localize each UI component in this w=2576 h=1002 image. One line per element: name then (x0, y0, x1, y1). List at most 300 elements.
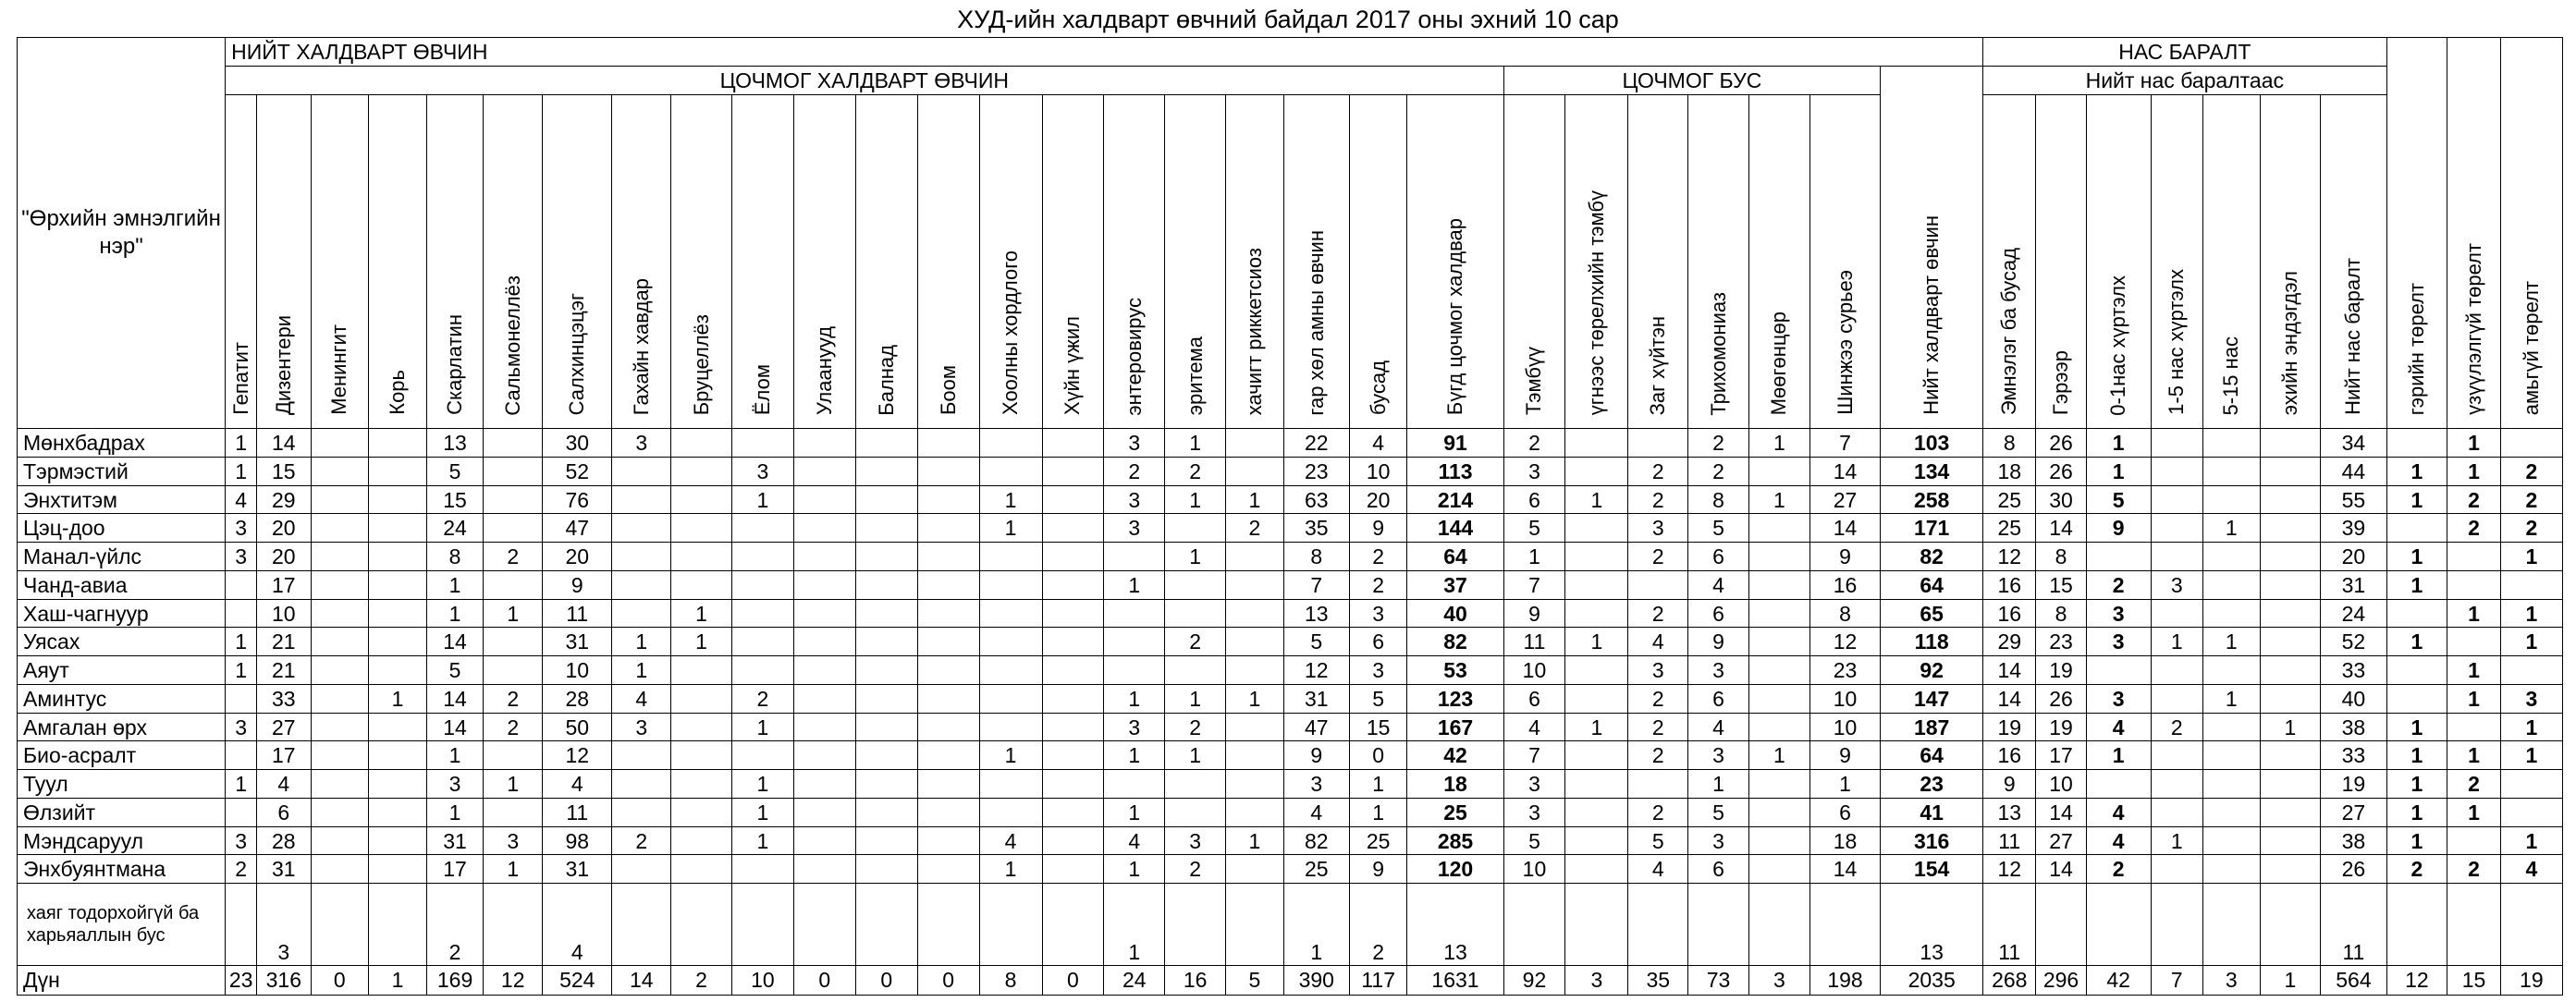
cell-c15: 1 (1104, 855, 1165, 884)
header-blank-1: гэрийн төрелт (2386, 38, 2447, 429)
header-corner: "Өрхийн эмнэлгийн нэр" (18, 38, 226, 429)
cell-c29: 17 (2036, 741, 2086, 770)
cell-c3 (369, 570, 427, 599)
row-name: Уясах (18, 628, 226, 656)
cell-c11 (855, 798, 917, 826)
cell-c19: 117 (1349, 965, 1407, 995)
cell-c21: 3 (1503, 770, 1565, 799)
cell-c13: 8 (979, 965, 1042, 995)
cell-c1: 27 (257, 713, 311, 741)
cell-c33 (2260, 656, 2321, 685)
cell-c16 (1165, 570, 1226, 599)
cell-c31: 7 (2151, 965, 2202, 995)
cell-c24 (1688, 884, 1749, 966)
cell-c1: 21 (257, 628, 311, 656)
cell-c27: 64 (1881, 741, 1983, 770)
cell-c23: 4 (1628, 855, 1688, 884)
cell-c18: 390 (1283, 965, 1349, 995)
header-of-total-deaths: Нийт нас баралтаас (1983, 66, 2386, 94)
cell-c22 (1565, 884, 1628, 966)
cell-c15 (1104, 656, 1165, 685)
cell-c8 (671, 684, 732, 713)
cell-c31: 3 (2151, 570, 2202, 599)
cell-c22 (1565, 798, 1628, 826)
cell-c2 (311, 798, 369, 826)
col-header-9: Ёлом (731, 94, 793, 429)
cell-c4: 13 (426, 429, 484, 458)
cell-c6: 9 (543, 570, 612, 599)
cell-c3 (369, 429, 427, 458)
cell-c32: 3 (2202, 965, 2260, 995)
cell-c20: 40 (1407, 599, 1503, 628)
cell-c15: 3 (1104, 429, 1165, 458)
cell-c14 (1042, 713, 1104, 741)
cell-c9: 1 (731, 485, 793, 514)
cell-c17 (1226, 741, 1284, 770)
cell-c27: 147 (1881, 684, 1983, 713)
cell-c23: 5 (1628, 826, 1688, 855)
cell-c20: 120 (1407, 855, 1503, 884)
cell-c30 (2086, 543, 2151, 571)
cell-c15: 1 (1104, 798, 1165, 826)
cell-c24: 6 (1688, 684, 1749, 713)
cell-c5 (484, 656, 543, 685)
cell-c11 (855, 741, 917, 770)
cell-c4: 1 (426, 570, 484, 599)
cell-c10 (793, 741, 855, 770)
table-row (18, 599, 2563, 628)
cell-c22: 3 (1565, 965, 1628, 995)
cell-c12 (917, 485, 979, 514)
cell-c22 (1565, 770, 1628, 799)
cell-c20: 113 (1407, 457, 1503, 485)
cell-c28: 12 (1983, 855, 2036, 884)
cell-c19: 4 (1349, 429, 1407, 458)
cell-c28: 12 (1983, 543, 2036, 571)
cell-c15: 1 (1104, 570, 1165, 599)
cell-c24: 4 (1688, 713, 1749, 741)
cell-c0: 23 (226, 965, 257, 995)
cell-c5 (484, 884, 543, 966)
cell-c8: 1 (671, 599, 732, 628)
cell-c27: 2035 (1881, 965, 1983, 995)
cell-c4: 14 (426, 628, 484, 656)
cell-c11 (855, 656, 917, 685)
cell-c36: 1 (2447, 798, 2500, 826)
cell-c21: 4 (1503, 713, 1565, 741)
cell-c10 (793, 457, 855, 485)
cell-c26: 9 (1809, 543, 1880, 571)
cell-c37: 1 (2500, 628, 2562, 656)
cell-c29: 296 (2036, 965, 2086, 995)
cell-c29: 26 (2036, 429, 2086, 458)
cell-c37: 2 (2500, 457, 2562, 485)
cell-c11 (855, 599, 917, 628)
cell-c31 (2151, 457, 2202, 485)
cell-c3 (369, 514, 427, 543)
cell-c24: 3 (1688, 656, 1749, 685)
cell-c27: 171 (1881, 514, 1983, 543)
cell-c14 (1042, 656, 1104, 685)
cell-c13 (979, 798, 1042, 826)
cell-c18: 22 (1283, 429, 1349, 458)
cell-c5 (484, 741, 543, 770)
cell-c12 (917, 570, 979, 599)
row-name: Био-асралт (18, 741, 226, 770)
cell-c7: 1 (612, 628, 671, 656)
cell-c1: 3 (257, 884, 311, 966)
cell-c23: 2 (1628, 713, 1688, 741)
col-header-31: 1-5 нас хүртэлх (2151, 94, 2202, 429)
cell-c10 (793, 628, 855, 656)
cell-c36: 2 (2447, 485, 2500, 514)
col-header-30: 0-1нас хүртэлх (2086, 94, 2151, 429)
cell-c27: 103 (1881, 429, 1983, 458)
cell-c21: 11 (1503, 628, 1565, 656)
cell-c37: 4 (2500, 855, 2562, 884)
table-row (18, 514, 2563, 543)
col-header-20: Бүгд цочмог халдвар (1407, 94, 1503, 429)
cell-c28: 29 (1983, 628, 2036, 656)
cell-c8 (671, 514, 732, 543)
cell-c29 (2036, 884, 2086, 966)
cell-c17: 2 (1226, 514, 1284, 543)
cell-c28: 11 (1983, 884, 2036, 966)
cell-c37: 1 (2500, 713, 2562, 741)
cell-c1: 15 (257, 457, 311, 485)
cell-c34: 33 (2321, 656, 2386, 685)
cell-c18: 63 (1283, 485, 1349, 514)
cell-c35: 1 (2386, 713, 2447, 741)
cell-c19: 1 (1349, 798, 1407, 826)
col-header-34: Нийт нас баралт (2321, 94, 2386, 429)
cell-c32 (2202, 485, 2260, 514)
cell-c4: 1 (426, 599, 484, 628)
cell-c17 (1226, 628, 1284, 656)
table-row (18, 485, 2563, 514)
cell-c30: 4 (2086, 826, 2151, 855)
table-row (18, 684, 2563, 713)
cell-c37 (2500, 429, 2562, 458)
cell-c24: 4 (1688, 570, 1749, 599)
cell-c28: 18 (1983, 457, 2036, 485)
cell-c10: 0 (793, 965, 855, 995)
cell-c26: 16 (1809, 570, 1880, 599)
cell-c37: 2 (2500, 514, 2562, 543)
cell-c2 (311, 770, 369, 799)
cell-c35 (2386, 429, 2447, 458)
cell-c13 (979, 457, 1042, 485)
cell-c16 (1165, 770, 1226, 799)
cell-c26: 8 (1809, 599, 1880, 628)
cell-c12 (917, 741, 979, 770)
cell-c32 (2202, 884, 2260, 966)
cell-c32 (2202, 656, 2260, 685)
cell-c27: 134 (1881, 457, 1983, 485)
cell-c1: 4 (257, 770, 311, 799)
header-row-1 (18, 38, 2563, 67)
cell-c12 (917, 599, 979, 628)
cell-c25 (1748, 656, 1809, 685)
cell-c37 (2500, 798, 2562, 826)
cell-c25 (1748, 713, 1809, 741)
cell-c20: 64 (1407, 543, 1503, 571)
table-row (18, 628, 2563, 656)
cell-c7 (612, 514, 671, 543)
cell-c32 (2202, 570, 2260, 599)
cell-c6: 30 (543, 429, 612, 458)
cell-c25: 1 (1748, 485, 1809, 514)
col-header-1: Дизентери (257, 94, 311, 429)
cell-c35 (2386, 514, 2447, 543)
cell-c0: 1 (226, 429, 257, 458)
cell-c36 (2447, 884, 2500, 966)
cell-c19: 3 (1349, 656, 1407, 685)
cell-c16: 1 (1165, 741, 1226, 770)
cell-c21: 6 (1503, 485, 1565, 514)
cell-c0 (226, 599, 257, 628)
note-row (18, 884, 2563, 966)
cell-c18: 47 (1283, 713, 1349, 741)
cell-c24: 3 (1688, 741, 1749, 770)
cell-c24: 9 (1688, 628, 1749, 656)
cell-c17 (1226, 770, 1284, 799)
cell-c18: 13 (1283, 599, 1349, 628)
cell-c12 (917, 684, 979, 713)
cell-c8 (671, 798, 732, 826)
cell-c10 (793, 826, 855, 855)
cell-c12 (917, 798, 979, 826)
row-name: Хаш-чагнуур (18, 599, 226, 628)
cell-c27: 154 (1881, 855, 1983, 884)
cell-c15: 1 (1104, 684, 1165, 713)
cell-c33 (2260, 457, 2321, 485)
cell-c5 (484, 628, 543, 656)
cell-c11: 0 (855, 965, 917, 995)
col-header-25: Мөөгөнцөр (1748, 94, 1809, 429)
cell-c31 (2151, 798, 2202, 826)
total-label: Дүн (18, 965, 226, 995)
cell-c37: 1 (2500, 599, 2562, 628)
cell-c36: 1 (2447, 741, 2500, 770)
cell-c15: 1 (1104, 884, 1165, 966)
cell-c11 (855, 770, 917, 799)
cell-c36: 2 (2447, 855, 2500, 884)
cell-c8 (671, 713, 732, 741)
cell-c17: 1 (1226, 485, 1284, 514)
cell-c16 (1165, 599, 1226, 628)
cell-c29: 8 (2036, 543, 2086, 571)
cell-c24: 8 (1688, 485, 1749, 514)
cell-c4: 2 (426, 884, 484, 966)
cell-c22 (1565, 826, 1628, 855)
cell-c35: 1 (2386, 741, 2447, 770)
cell-c2 (311, 826, 369, 855)
cell-c17 (1226, 457, 1284, 485)
cell-c24: 6 (1688, 855, 1749, 884)
cell-c7 (612, 770, 671, 799)
cell-c22 (1565, 543, 1628, 571)
cell-c28: 8 (1983, 429, 2036, 458)
cell-c9 (731, 884, 793, 966)
cell-c22: 1 (1565, 485, 1628, 514)
cell-c10 (793, 570, 855, 599)
cell-c31: 1 (2151, 628, 2202, 656)
cell-c10 (793, 656, 855, 685)
cell-c5 (484, 514, 543, 543)
cell-c6: 11 (543, 798, 612, 826)
header-mortality: НАС БАРАЛТ (1983, 38, 2386, 67)
cell-c13 (979, 713, 1042, 741)
cell-c36 (2447, 713, 2500, 741)
cell-c27: 118 (1881, 628, 1983, 656)
col-header-19: бусад (1349, 94, 1407, 429)
cell-c7: 4 (612, 684, 671, 713)
cell-c23: 3 (1628, 656, 1688, 685)
cell-c32 (2202, 855, 2260, 884)
cell-c31: 1 (2151, 826, 2202, 855)
row-name: Өлзийт (18, 798, 226, 826)
cell-c16: 2 (1165, 713, 1226, 741)
cell-c28: 19 (1983, 713, 2036, 741)
cell-c10 (793, 514, 855, 543)
cell-c6: 524 (543, 965, 612, 995)
cell-c15 (1104, 628, 1165, 656)
cell-c29: 10 (2036, 770, 2086, 799)
cell-c7: 14 (612, 965, 671, 995)
header-blank-3: амьгүй төрелт (2500, 38, 2562, 429)
row-name: Аминтус (18, 684, 226, 713)
cell-c31 (2151, 429, 2202, 458)
cell-c13 (979, 570, 1042, 599)
cell-c20: 285 (1407, 826, 1503, 855)
cell-c2: 0 (311, 965, 369, 995)
cell-c4: 14 (426, 684, 484, 713)
cell-c2 (311, 514, 369, 543)
cell-c14 (1042, 741, 1104, 770)
cell-c30: 1 (2086, 741, 2151, 770)
cell-c24: 5 (1688, 798, 1749, 826)
cell-c4: 15 (426, 485, 484, 514)
cell-c13: 4 (979, 826, 1042, 855)
cell-c25 (1748, 457, 1809, 485)
cell-c23: 3 (1628, 514, 1688, 543)
cell-c32 (2202, 798, 2260, 826)
cell-c1: 14 (257, 429, 311, 458)
cell-c28: 25 (1983, 514, 2036, 543)
cell-c8 (671, 741, 732, 770)
cell-c19: 6 (1349, 628, 1407, 656)
cell-c21: 92 (1503, 965, 1565, 995)
cell-c17 (1226, 543, 1284, 571)
cell-c11 (855, 429, 917, 458)
cell-c21: 3 (1503, 457, 1565, 485)
cell-c18: 4 (1283, 798, 1349, 826)
cell-c6: 50 (543, 713, 612, 741)
cell-c13: 1 (979, 855, 1042, 884)
cell-c7: 1 (612, 656, 671, 685)
cell-c0: 3 (226, 713, 257, 741)
cell-c30: 42 (2086, 965, 2151, 995)
cell-c31 (2151, 770, 2202, 799)
cell-c5: 1 (484, 770, 543, 799)
cell-c20: 91 (1407, 429, 1503, 458)
cell-c8 (671, 656, 732, 685)
cell-c26: 7 (1809, 429, 1880, 458)
col-header-14: Хүйн үжил (1042, 94, 1104, 429)
cell-c8 (671, 543, 732, 571)
cell-c20: 214 (1407, 485, 1503, 514)
cell-c21: 10 (1503, 656, 1565, 685)
cell-c28: 14 (1983, 656, 2036, 685)
cell-c3 (369, 485, 427, 514)
cell-c0 (226, 884, 257, 966)
cell-c12 (917, 656, 979, 685)
cell-c7 (612, 798, 671, 826)
cell-c23 (1628, 884, 1688, 966)
cell-c14 (1042, 429, 1104, 458)
header-row-2 (18, 66, 2563, 94)
cell-c30: 3 (2086, 684, 2151, 713)
cell-c29: 14 (2036, 855, 2086, 884)
cell-c2 (311, 656, 369, 685)
cell-c34: 27 (2321, 798, 2386, 826)
cell-c0: 3 (226, 826, 257, 855)
cell-c19: 2 (1349, 543, 1407, 571)
col-header-33: эхийн эндэгдэл (2260, 94, 2321, 429)
cell-c29: 19 (2036, 656, 2086, 685)
cell-c36 (2447, 628, 2500, 656)
row-name: Мөнхбадрах (18, 429, 226, 458)
cell-c24: 73 (1688, 965, 1749, 995)
cell-c9 (731, 570, 793, 599)
cell-c23: 4 (1628, 628, 1688, 656)
col-header-13: Хоолны хордлого (979, 94, 1042, 429)
infection-report-table (17, 37, 2563, 996)
row-name: Энхбуянтмана (18, 855, 226, 884)
cell-c0: 4 (226, 485, 257, 514)
cell-c31: 2 (2151, 713, 2202, 741)
cell-c13: 1 (979, 514, 1042, 543)
cell-c21: 1 (1503, 543, 1565, 571)
cell-c25: 1 (1748, 741, 1809, 770)
cell-c27: 65 (1881, 599, 1983, 628)
cell-c20: 25 (1407, 798, 1503, 826)
col-header-5: Сальмонеллёз (484, 94, 543, 429)
cell-c28: 16 (1983, 570, 2036, 599)
cell-c28: 268 (1983, 965, 2036, 995)
cell-c3 (369, 855, 427, 884)
cell-c11 (855, 855, 917, 884)
cell-c30 (2086, 656, 2151, 685)
cell-c14 (1042, 684, 1104, 713)
cell-c36: 1 (2447, 656, 2500, 685)
cell-c36 (2447, 826, 2500, 855)
cell-c33 (2260, 855, 2321, 884)
cell-c6: 98 (543, 826, 612, 855)
cell-c26 (1809, 884, 1880, 966)
cell-c23: 2 (1628, 599, 1688, 628)
col-header-7: Гахайн хавдар (612, 94, 671, 429)
cell-c5 (484, 457, 543, 485)
cell-c34: 34 (2321, 429, 2386, 458)
cell-c30: 1 (2086, 429, 2151, 458)
cell-c34: 564 (2321, 965, 2386, 995)
table-row (18, 741, 2563, 770)
cell-c29: 19 (2036, 713, 2086, 741)
cell-c16: 2 (1165, 457, 1226, 485)
cell-c20: 18 (1407, 770, 1503, 799)
